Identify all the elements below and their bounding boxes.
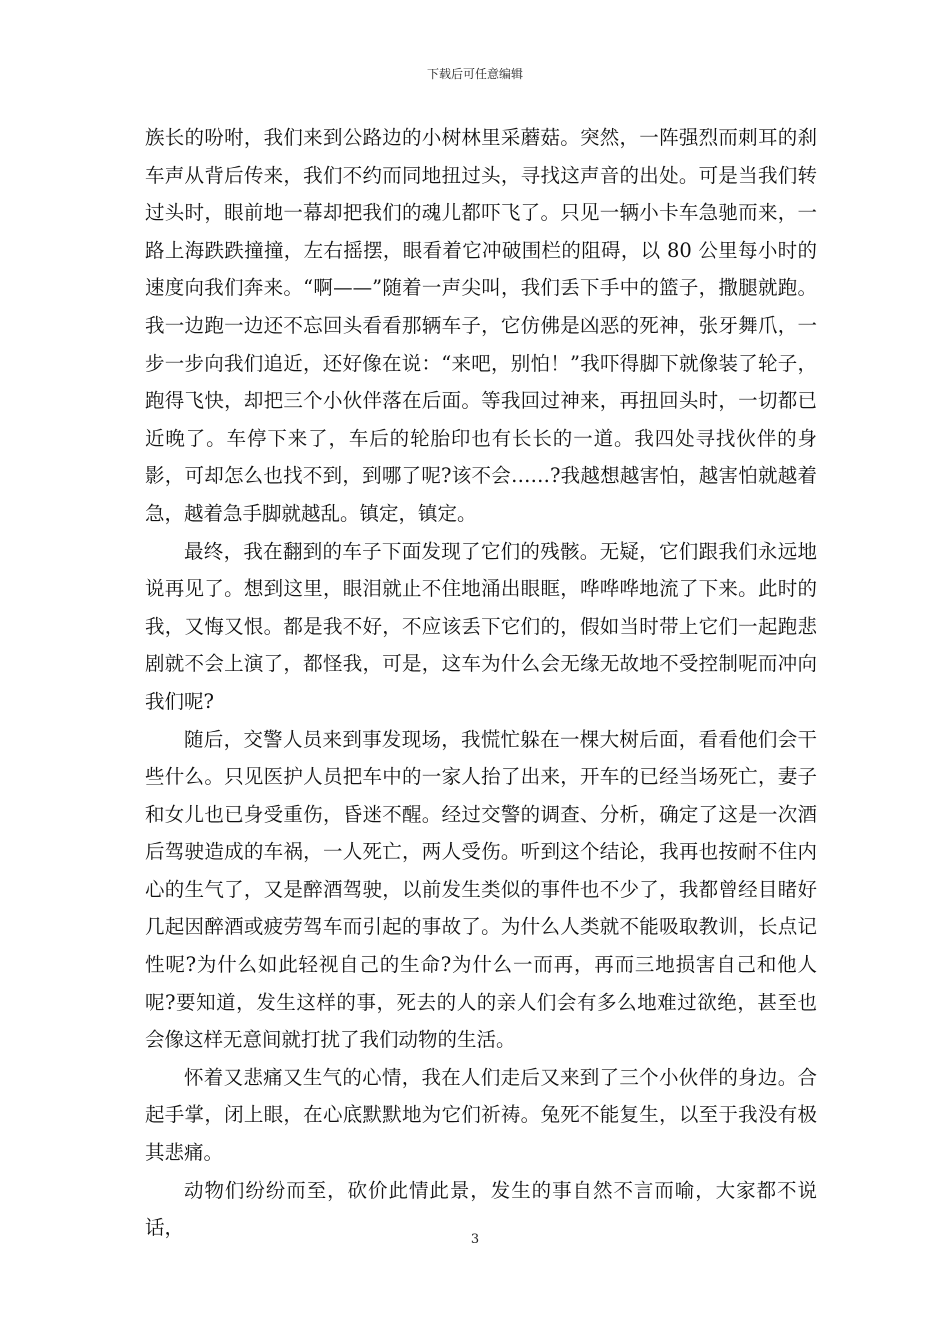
document-body	[145, 119, 817, 1247]
paragraph-2: 最终，我在翻到的车子下面发现了它们的残骸。无疑，它们跟我们永远地说再见了。想到这里，眼泪就止不住地涌出眼眶，哗哗哗地流了下来。此时的我，又悔又恨。都是我不好，不应该丢下它们的，假如当时带上它们一起跑悲剧就不会上演了，都怪我，可是，这车为什么会无缘无故地不受控制呢而冲向我们呢?	[145, 539, 817, 713]
paragraph-4: 怀着又悲痛又生气的心情，我在人们走后又来到了三个小伙伴的身边。合起手掌，闭上眼，在心底默默地为它们祈祷。兔死不能复生，以至于我没有极其悲痛。	[145, 1065, 817, 1165]
paragraph-1: 族长的吩咐，我们来到公路边的小树林里采蘑菇。突然，一阵强烈而刺耳的刹车声从背后传来，我们不约而同地扭过头，寻找这声音的出处。可是当我们转过头时，眼前地一幕却把我们的魂儿都吓飞了。只见一辆小卡车急驰而来，一路上海跌跌撞撞，左右摇摆，眼看着它冲破围栏的阻碍，以 80 公里每小时的速度向我们奔来。“啊——”随着一声尖叫，我们丢下手中的篮子，撒腿就跑。我一边跑一边还不忘回头看看那辆车子，它仿佛是凶恶的死神，张牙舞爪，一步一步向我们追近，还好像在说：“来吧，别怕！”我吓得脚下就像装了轮子，跑得飞快，却把三个小伙伴落在后面。等我回过神来，再扭回头时，一切都已近晚了。车停下来了，车后的轮胎印也有长长的一道。我四处寻找伙伴的身影，可却怎么也找不到，到哪了呢?该不会……?我越想越害怕，越害怕就越着急，越着急手脚就越乱。镇定，镇定。	[145, 126, 817, 525]
paragraph-5: 动物们纷纷而至，砍价此情此景，发生的事自然不言而喻，大家都不说话，	[145, 1178, 817, 1240]
page-number: 3	[470, 1232, 480, 1247]
page-header: 下载后可任意编辑	[426, 67, 523, 81]
paragraph-3: 随后，交警人员来到事发现场，我慌忙躲在一棵大树后面，看看他们会干些什么。只见医护人员把车中的一家人抬了出来，开车的已经当场死亡，妻子和女儿也已身受重伤，昏迷不醒。经过交警的调查、分析，确定了这是一次酒后驾驶造成的车祸，一人死亡，两人受伤。听到这个结论，我再也按耐不住内心的生气了，又是醉酒驾驶，以前发生类似的事件也不少了，我都曾经目睹好几起因醉酒或疲劳驾车而引起的事故了。为什么人类就不能吸取教训，长点记性呢?为什么如此轻视自己的生命?为什么一而再，再而三地损害自己和他人呢?要知道，发生这样的事，死去的人的亲人们会有多么地难过欲绝，甚至也会像这样无意间就打扰了我们动物的生活。	[145, 727, 817, 1052]
